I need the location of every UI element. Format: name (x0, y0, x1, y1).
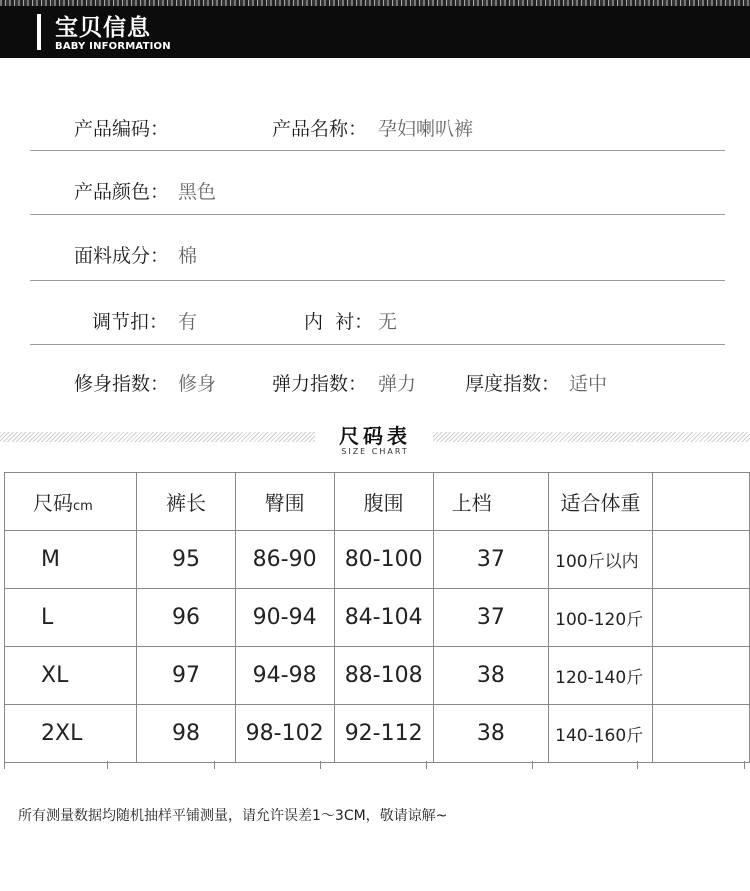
cell-length: 98 (137, 705, 235, 763)
product-color-label: 产品颜色： (74, 181, 170, 203)
divider (30, 214, 725, 215)
empty-cell (652, 473, 749, 531)
header-accent-bar (37, 14, 41, 50)
buckle-label: 调节扣： (92, 311, 169, 333)
cell-hip: 90-94 (235, 589, 334, 647)
header-size-unit: cm (73, 499, 93, 514)
buckle-value: 有 (178, 311, 198, 333)
cell-size: L (5, 589, 137, 647)
table-edge (637, 761, 638, 769)
lining-value: 无 (378, 311, 398, 333)
product-name-label: 产品名称： (272, 118, 368, 140)
stretch-value: 弹力 (378, 373, 417, 395)
fit-label: 修身指数： (74, 373, 170, 395)
product-code-label: 产品编码： (74, 118, 170, 140)
section-header (0, 0, 750, 58)
lining-label: 内 衬： (304, 311, 374, 333)
cell-hip: 94-98 (235, 647, 334, 705)
table-edge (532, 761, 533, 769)
empty-cell (652, 531, 749, 589)
section-subtitle: BABY INFORMATION (55, 41, 171, 52)
stretch-label: 弹力指数： (272, 373, 368, 395)
cell-length: 95 (137, 531, 235, 589)
cell-rise: 37 (433, 531, 548, 589)
size-chart-subtitle: SIZE CHART (341, 447, 409, 456)
header-waist: 腹围 (334, 473, 433, 531)
divider (30, 280, 725, 281)
cell-weight: 120-140斤 (549, 647, 653, 705)
table-header-row (5, 473, 750, 531)
table-edge (426, 761, 427, 769)
divider (30, 344, 725, 345)
table-edge (107, 761, 108, 769)
product-color-value: 黑色 (178, 181, 217, 203)
empty-cell (652, 647, 749, 705)
cell-waist: 80-100 (334, 531, 433, 589)
divider (30, 150, 725, 151)
section-title: 宝贝信息 (55, 15, 151, 41)
cell-rise: 37 (433, 589, 548, 647)
table-row (5, 531, 750, 589)
table-row (5, 589, 750, 647)
cell-waist: 92-112 (334, 705, 433, 763)
cell-weight: 100-120斤 (549, 589, 653, 647)
cell-hip: 86-90 (235, 531, 334, 589)
fabric-value: 棉 (178, 245, 198, 267)
table-row (5, 705, 750, 763)
cell-waist: 88-108 (334, 647, 433, 705)
cell-waist: 84-104 (334, 589, 433, 647)
thickness-label: 厚度指数： (465, 373, 561, 395)
fabric-label: 面料成分： (74, 245, 170, 267)
fit-value: 修身 (178, 373, 217, 395)
cell-hip: 98-102 (235, 705, 334, 763)
thickness-value: 适中 (569, 373, 608, 395)
empty-cell (652, 705, 749, 763)
decorative-strip (0, 0, 750, 6)
cell-rise: 38 (433, 647, 548, 705)
table-edge (214, 761, 215, 769)
cell-weight: 140-160斤 (549, 705, 653, 763)
cell-size: 2XL (5, 705, 137, 763)
header-length: 裤长 (137, 473, 235, 531)
cell-weight: 100斤以内 (549, 531, 653, 589)
cell-length: 96 (137, 589, 235, 647)
cell-rise: 38 (433, 705, 548, 763)
header-size-text: 尺码 (33, 491, 73, 515)
empty-cell (652, 589, 749, 647)
table-row (5, 647, 750, 705)
header-weight: 适合体重 (549, 473, 653, 531)
table-edge (744, 761, 745, 769)
size-chart-title: 尺码表 (339, 424, 411, 448)
cell-length: 97 (137, 647, 235, 705)
measurement-note: 所有测量数据均随机抽样平铺测量，请允许误差1～3CM，敬请谅解~ (18, 808, 448, 824)
product-name-value: 孕妇喇叭裤 (378, 118, 474, 140)
size-table (4, 472, 750, 763)
header-size (5, 473, 137, 531)
cell-size: XL (5, 647, 137, 705)
table-edge (4, 761, 5, 769)
header-rise: 上档 (433, 473, 548, 531)
cell-size: M (5, 531, 137, 589)
table-edge (320, 761, 321, 769)
header-hip: 臀围 (235, 473, 334, 531)
